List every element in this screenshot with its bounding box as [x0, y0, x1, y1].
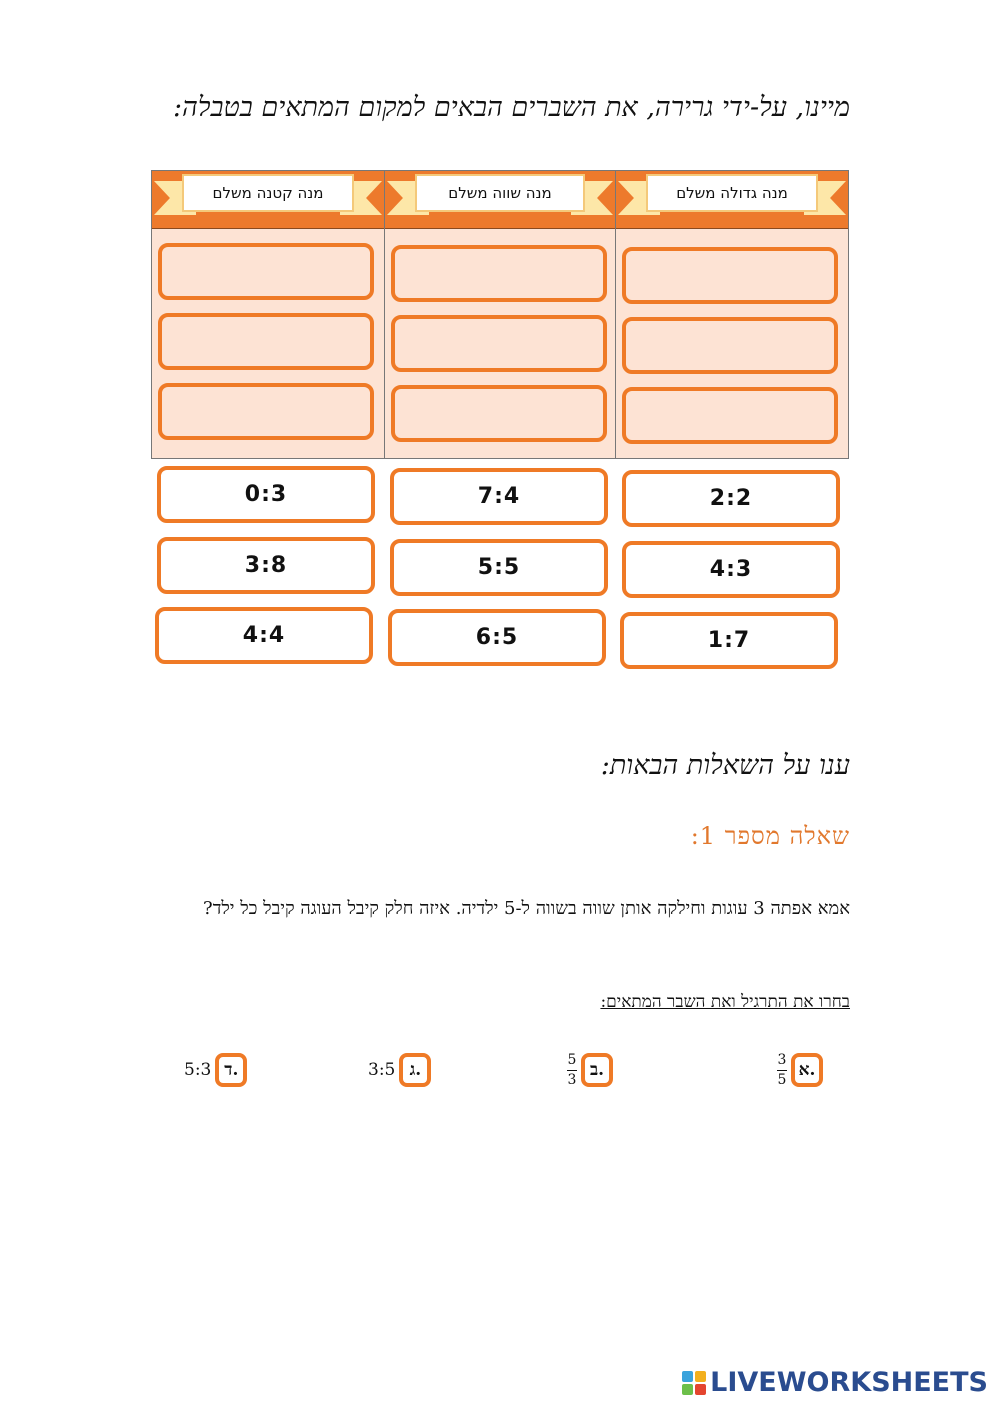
- drop-slot[interactable]: [391, 315, 607, 372]
- fraction-bar: [567, 1070, 577, 1071]
- logo-square: [682, 1384, 693, 1395]
- drop-slot[interactable]: [158, 243, 374, 300]
- drop-slot[interactable]: [391, 385, 607, 442]
- question-instruction: [250, 992, 850, 1012]
- option-c-ratio: 3:5: [368, 1060, 396, 1080]
- drop-slot[interactable]: [391, 245, 607, 302]
- draggable-card[interactable]: 0:3: [157, 466, 375, 523]
- option-c-checkbox[interactable]: ג.: [399, 1053, 431, 1087]
- option-b-fraction: [567, 1053, 577, 1088]
- question-title: שאלה מספר 1:: [690, 822, 850, 850]
- question-instruction-text: בחרו את התרגיל ואת השבר המתאים:: [600, 992, 850, 1012]
- column-header: [385, 171, 615, 229]
- option-d-checkbox[interactable]: ד.: [215, 1053, 247, 1087]
- column-label: מנה גדולה משלם: [646, 174, 818, 212]
- column-label: מנה קטנה משלם: [182, 174, 354, 212]
- question-text: אמא אפתה 3 עוגות וחילקה אותן שווה בשווה ל-5 ילדיה. איזה חלק קיבל העוגה קיבל כל ילד?: [203, 898, 850, 919]
- drop-slot[interactable]: [622, 317, 838, 374]
- fraction-bar: [777, 1070, 787, 1071]
- option-a-numerator: 3: [777, 1051, 787, 1068]
- column-header: [152, 171, 384, 229]
- option-d: [184, 1048, 247, 1092]
- option-d-ratio: 5:3: [184, 1060, 212, 1080]
- option-a-checkbox[interactable]: א.: [791, 1053, 823, 1087]
- logo-square: [682, 1371, 693, 1382]
- logo-square: [695, 1384, 706, 1395]
- drop-slot[interactable]: [622, 247, 838, 304]
- logo-mark-icon: [682, 1371, 706, 1395]
- option-a: [777, 1048, 823, 1092]
- column-larger-than-whole: [616, 171, 848, 458]
- logo-square: [695, 1371, 706, 1382]
- sort-table: [151, 170, 849, 459]
- sort-instruction: מיינו, על-ידי גרירה, את השברים הבאים למקום המתאים בטבלה:: [172, 92, 850, 123]
- option-b-numerator: 5: [567, 1051, 577, 1068]
- option-b: [567, 1048, 613, 1092]
- option-a-fraction: [777, 1053, 787, 1088]
- option-b-denominator: 3: [567, 1071, 577, 1088]
- option-a-denominator: 5: [777, 1071, 787, 1088]
- drop-slot[interactable]: [622, 387, 838, 444]
- draggable-card[interactable]: 7:4: [390, 468, 608, 525]
- drop-slot[interactable]: [158, 313, 374, 370]
- drop-slot[interactable]: [158, 383, 374, 440]
- draggable-card[interactable]: 4:4: [155, 607, 373, 664]
- option-b-checkbox[interactable]: ב.: [581, 1053, 613, 1087]
- logo-text: LIVEWORKSHEETS: [710, 1367, 988, 1398]
- column-header: [616, 171, 848, 229]
- column-equal-to-whole: [384, 171, 616, 458]
- draggable-card[interactable]: 5:5: [390, 539, 608, 596]
- column-label: מנה שווה משלם: [415, 174, 585, 212]
- draggable-card[interactable]: 3:8: [157, 537, 375, 594]
- column-smaller-than-whole: [152, 171, 384, 458]
- draggable-card[interactable]: 4:3: [622, 541, 840, 598]
- draggable-card[interactable]: 6:5: [388, 609, 606, 666]
- draggable-card[interactable]: 1:7: [620, 612, 838, 669]
- draggable-card[interactable]: 2:2: [622, 470, 840, 527]
- answer-instruction: ענו על השאלות הבאות:: [600, 750, 850, 781]
- liveworksheets-logo: [682, 1367, 988, 1398]
- option-c: [368, 1048, 431, 1092]
